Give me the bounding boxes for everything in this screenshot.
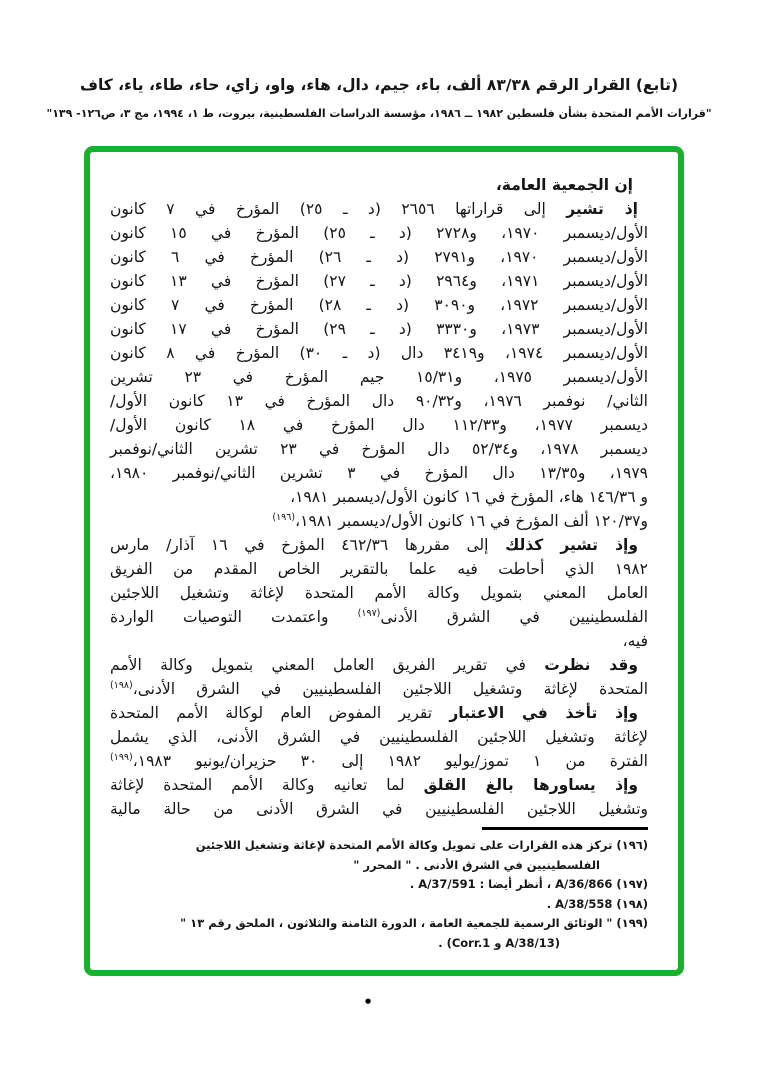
body-text-segment: الأول/ديسمبر ١٩٧٢، و٣٠٩٠ (د ـ ٢٨) المؤرخ في ٧ كانون <box>110 296 649 314</box>
body-line <box>110 461 648 485</box>
body-line <box>110 389 648 413</box>
body-text-segment: و١٢٠/٣٧ ألف المؤرخ في ١٦ كانون الأول/ديسمبر ١٩٨١، <box>295 512 648 530</box>
body-text-segment: العامل المعني بتمويل وكالة الأمم المتحدة لإغاثة وتشغيل اللاجئين <box>110 584 648 602</box>
header-source-citation: "قرارات الأمم المتحدة بشأن فلسطين ١٩٨٢ ــ ١٩٨٦، مؤسسة الدراسات الفلسطينية، بيروت، ط ١، ١٩٩٤، مج ٣، ص١٢٦- ١٣٩" <box>46 107 712 120</box>
body-text-segment: الأول/ديسمبر ١٩٧٤، و٣٤١٩ دال (د ـ ٣٠) المؤرخ في ٨ كانون <box>110 344 649 362</box>
footnote-reference: (١٩٨) <box>110 679 133 691</box>
body-text-segment: إلى مقررها ٤٦٢/٣٦ المؤرخ في ١٦ آذار/ مارس <box>110 536 506 554</box>
body-text-segment: ١٩٨٢ الذي أحاطت فيه علما بالتقرير الخاص المقدم من الفريق <box>110 560 648 578</box>
body-line <box>110 701 648 725</box>
footnotes <box>110 836 648 953</box>
body-line <box>110 557 648 581</box>
body-line <box>110 533 648 557</box>
footnote <box>110 895 648 915</box>
body-line <box>110 725 648 749</box>
body-text-segment: الفترة من ١ تموز/يوليو ١٩٨٢ إلى ٣٠ حزيران/يونيو ١٩٨٣، <box>132 752 648 770</box>
body-line <box>110 437 648 461</box>
body-line <box>110 197 648 221</box>
lead-in-phrase: وإذ تأخذ في الاعتبار <box>449 704 638 722</box>
body-text-segment: المتحدة لإغاثة وتشغيل اللاجئين الفلسطينيين في الشرق الأدنى، <box>132 680 648 698</box>
footnote-reference: (١٩٧) <box>357 607 381 619</box>
lead-in-phrase: وإذ يساورها بالغ القلق <box>423 776 639 794</box>
body-line <box>110 605 648 629</box>
footnote <box>110 875 648 895</box>
body-text-segment: إلى قراراتها ٢٦٥٦ (د ـ ٢٥) المؤرخ في ٧ كانون <box>110 200 567 218</box>
footnote-line: الفلسطينيين في الشرق الأدنى . " المحرر " <box>353 857 600 872</box>
body-text-segment: لإغاثة وتشغيل اللاجئين الفلسطينيين في الشرق الأدنى، الذي يشمل <box>110 728 648 746</box>
body-line <box>110 797 648 821</box>
lead-in-phrase: وإذ تشير كذلك <box>505 536 638 554</box>
footnote-line: (١٩٩) " الوثائق الرسمية للجمعية العامة ، الدورة الثامنة والثلاثون ، الملحق رقم ١٣ " <box>180 916 648 930</box>
body-text-segment: فيه، <box>622 632 648 650</box>
body-text-segment: الأول/ديسمبر ١٩٧٠، و٢٧٩١ (د ـ ٢٦) المؤرخ في ٦ كانون <box>110 248 649 266</box>
body-line <box>110 221 648 245</box>
footnote-reference: (١٩٩) <box>110 751 133 763</box>
body-text-segment: الأول/ديسمبر ١٩٧٠، و٢٧٢٨ (د ـ ٢٥) المؤرخ في ١٥ كانون <box>110 224 648 242</box>
body-line <box>110 365 648 389</box>
body-text-segment: في تقرير الفريق العامل المعني بتمويل وكالة الأمم <box>110 656 545 674</box>
body-line <box>110 581 648 605</box>
body-text <box>110 173 648 821</box>
footnote-line: (١٩٧) A/36/866 ، أنظر أيضا : A/37/591 . <box>409 877 648 891</box>
footnote-line: (١٩٨) A/38/558 . <box>546 896 648 911</box>
body-text-segment: وتشغيل اللاجئين الفلسطينيين في الشرق الأدنى من حالة مالية <box>110 800 648 818</box>
body-text-segment: ديسمبر ١٩٧٨، و٥٢/٣٤ دال المؤرخ في ٢٣ تشرين الثاني/نوفمبر <box>110 440 648 458</box>
assembly-heading: إن الجمعية العامة، <box>495 176 633 194</box>
body-line <box>110 485 648 509</box>
body-text-segment: ديسمبر ١٩٧٧، و١١٢/٣٣ دال المؤرخ في ١٨ كانون الأول/ <box>110 416 648 434</box>
body-line <box>110 269 648 293</box>
body-line <box>110 629 648 653</box>
footnote-reference: (١٩٦) <box>272 511 296 523</box>
body-line <box>110 413 648 437</box>
body-text-segment: الأول/ديسمبر ١٩٧٣، و٣٣٣٠ (د ـ ٢٩) المؤرخ في ١٧ كانون <box>110 320 648 338</box>
footnote-line: (A/38/13 و Corr.1) . <box>438 935 560 950</box>
body-line <box>110 749 648 773</box>
page-number-mark: • <box>363 993 373 1011</box>
body-text-segment: ١٩٧٩، و١٣/٣٥ دال المؤرخ في ٣ تشرين الثاني/نوفمبر ١٩٨٠، <box>110 464 648 482</box>
body-line <box>110 317 648 341</box>
body-text-segment: الأول/ديسمبر ١٩٧١، و٢٩٦٤ (د ـ ٢٧) المؤرخ في ١٣ كانون <box>110 272 648 290</box>
body-line <box>110 293 648 317</box>
footnote-separator <box>482 827 648 830</box>
body-line <box>110 653 648 677</box>
body-text-segment: الثاني/ نوفمبر ١٩٧٦، و٩٠/٣٢ دال المؤرخ في ١٣ كانون الأول/ <box>110 392 648 410</box>
body-line <box>110 773 648 797</box>
footnote-line: (١٩٦) تركز هذه القرارات على تمويل وكالة الأمم المتحدة لإغاثة وتشغيل اللاجئين <box>195 838 648 852</box>
body-text-segment: واعتمدت التوصيات الواردة <box>110 608 358 626</box>
body-line <box>110 677 648 701</box>
body-text-segment: الفلسطينيين في الشرق الأدنى <box>380 608 648 626</box>
footnote <box>110 914 648 953</box>
body-line <box>110 341 648 365</box>
body-text-segment: الأول/ديسمبر ١٩٧٥، و١٥/٣١ جيم المؤرخ في ٢٣ تشرين <box>110 368 648 386</box>
body-line <box>110 509 648 533</box>
body-text-segment: و ١٤٦/٣٦ هاء، المؤرخ في ١٦ كانون الأول/ديسمبر ١٩٨١، <box>290 488 648 506</box>
body-line <box>110 245 648 269</box>
footnote <box>110 836 648 875</box>
lead-in-phrase: وقد نظرت <box>544 656 638 674</box>
body-text-segment: لما تعانيه وكالة الأمم المتحدة لإغاثة <box>110 776 424 794</box>
lead-in-phrase: إذ تشير <box>566 200 638 218</box>
body-text-segment: تقرير المفوض العام لوكالة الأمم المتحدة <box>110 704 450 722</box>
header-resolution-title: (تابع) القرار الرقم ٨٣/٣٨ ألف، باء، جيم، دال، هاء، واو، زاي، حاء، طاء، ياء، كاف <box>79 76 679 94</box>
